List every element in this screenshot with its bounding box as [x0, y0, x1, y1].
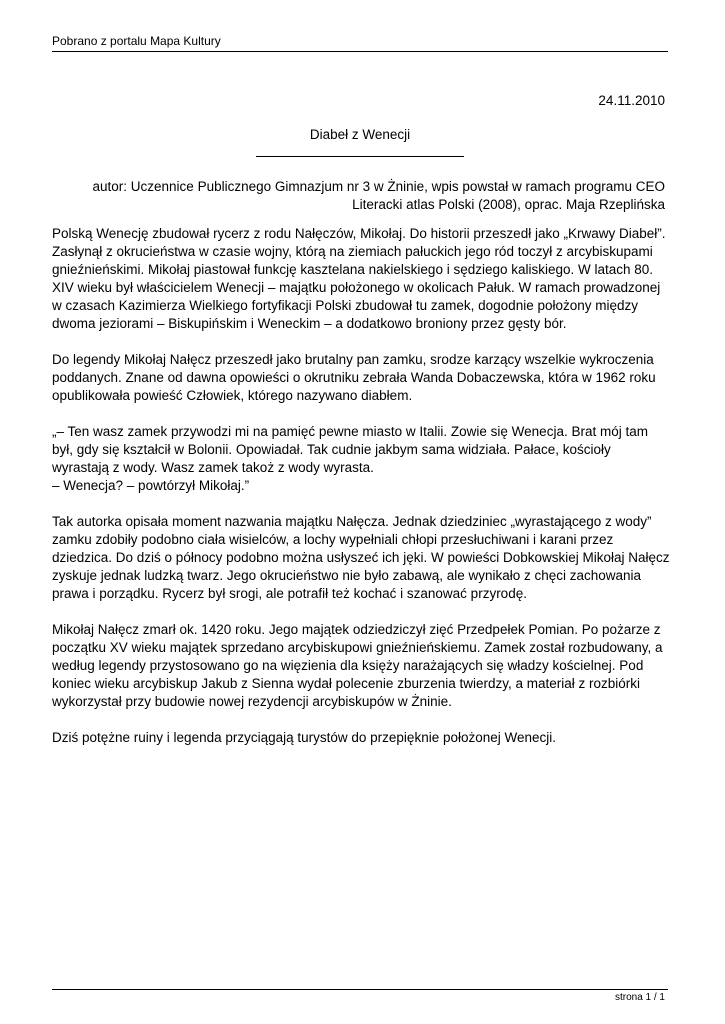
title-block	[256, 126, 464, 157]
page-header-source: Pobrano z portalu Mapa Kultury	[52, 34, 221, 48]
paragraph-1: Polską Wenecję zbudował rycerz z rodu Nałęczów, Mikołaj. Do historii przeszedł jako „Krwawy Diabeł”. Zasłynął z okrucieństwa w czasie wojny, którą na ziemiach pałuckich jego ród toczył z arcybiskupami gnieźnieńskimi. Mikołaj piastował funkcję kasztelana nakielskiego i sędziego kaliskiego. W latach 80. XIV wieku był właścicielem Wenecji – majątku położonego w okolicach Pałuk. W ramach prowadzonej w czasach Kazimierza Wielkiego fortyfikacji Polski zbudował tu zamek, dogodnie położony między dwoma jeziorami – Biskupińskim i Weneckim – a dodatkowo broniony przez gęsty bór.	[52, 226, 666, 331]
header-divider	[52, 51, 668, 52]
paragraph-4: Tak autorka opisała moment nazwania majątku Nałęcza. Jednak dziedziniec „wyrastającego z wody” zamku zdobiły podobno ciała wisielców, a lochy wypełniali chłopi przesłuchiwani i karani przez dziedzica. Do dziś o północy podobno można usłyszeć ich jęki. W powieści Dobkowskiej Mikołaj Nałęcz zyskuje jednak ludzką twarz. Jego okrucieństwo nie było zabawą, ale wynikało z chęci zachowania prawa i porządku. Rycerz był srogi, ale potrafił też kochać i szanować przyrodę.	[52, 514, 670, 601]
author-line	[80, 178, 665, 214]
document-title: Diabeł z Wenecji	[309, 127, 411, 142]
quote-paragraph	[52, 423, 670, 495]
paragraph-6: Dziś potężne ruiny i legenda przyciągają turystów do przepięknie położonej Wenecji.	[52, 730, 557, 745]
quote-line-1: „– Ten wasz zamek przywodzi mi na pamięć pewne miasto w Italii. Zowie się Wenecja. Brat mój tam był, gdy się kształcił w Bolonii. Opowiadał. Tak cudnie jakbym sama widziała. Pałace, kościoły wyrastają z wody. Wasz zamek takoż z wody wyrasta.	[52, 424, 648, 475]
document-body	[52, 225, 670, 765]
document-date: 24.11.2010	[598, 93, 665, 108]
author-line-1: autor: Uczennice Publicznego Gimnazjum nr 3 w Żninie, wpis powstał w ramach programu CEO	[92, 179, 665, 194]
quote-line-2: – Wenecja? – powtórzył Mikołaj.”	[52, 478, 250, 493]
footer-divider	[52, 989, 668, 990]
paragraph-5: Mikołaj Nałęcz zmarł ok. 1420 roku. Jego majątek odziedziczył zięć Przedpełek Pomian. Po pożarze z początku XV wieku majątek sprzedano arcybiskupowi gnieźnieńskiemu. Zamek został rozbudowany, a według legendy przystosowano go na więzienia dla księży narażających się władzy kościelnej. Pod koniec wieku arcybiskup Jakub z Sienna wydał polecenie zburzenia twierdzy, a materiał z rozbiórki wykorzystał przy budowie nowej rezydencji arcybiskupów w Żninie.	[52, 622, 663, 709]
author-line-2: Literacki atlas Polski (2008), oprac. Maja Rzeplińska	[352, 197, 665, 212]
page-number: strona 1 / 1	[614, 992, 665, 1003]
title-underline	[256, 156, 464, 157]
paragraph-2: Do legendy Mikołaj Nałęcz przeszedł jako brutalny pan zamku, srodze karzący wszelkie wykroczenia poddanych. Znane od dawna opowieści o okrutniku zebrała Wanda Dobaczewska, która w 1962 roku opublikowała powieść Człowiek, którego nazywano diabłem.	[52, 352, 656, 403]
